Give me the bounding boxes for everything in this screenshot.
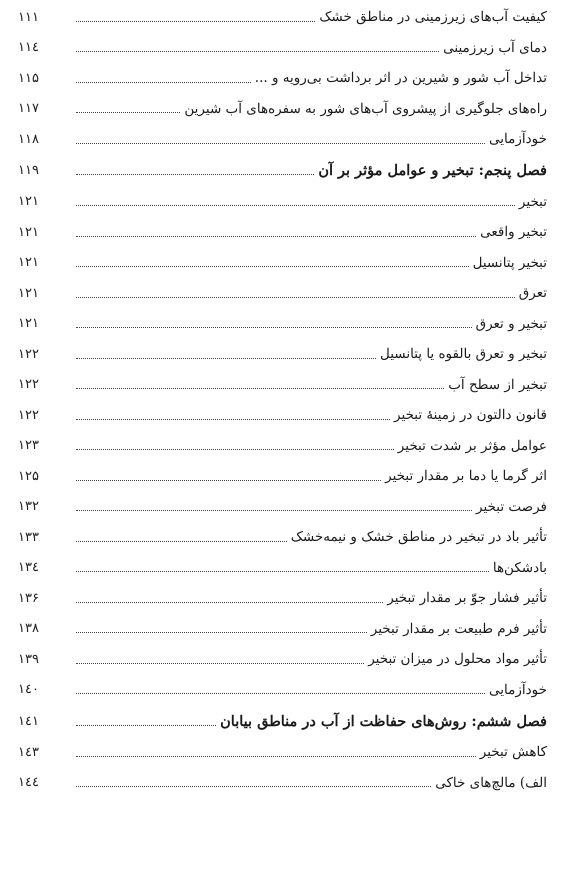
toc-entry xyxy=(16,553,547,584)
dot-leader xyxy=(76,419,390,420)
page-number: ۱۲۳ xyxy=(18,438,39,454)
page-number: ۱۲۱ xyxy=(18,316,39,332)
dot-leader xyxy=(76,112,180,113)
page-number: ۱۳۹ xyxy=(18,651,39,667)
entry-title: تداخل آب شور و شیرین در اثر برداشت بی‌رویه و ... xyxy=(254,70,547,87)
dot-leader xyxy=(76,327,472,328)
dot-leader xyxy=(76,236,476,237)
dot-leader xyxy=(76,663,364,664)
page-number: ۱۱۹ xyxy=(18,163,39,178)
table-of-contents xyxy=(16,2,547,798)
page-number: ۱٤۱ xyxy=(18,713,39,729)
page-number: ۱۲۱ xyxy=(18,285,39,301)
dot-leader xyxy=(76,266,469,267)
page-number: ۱۳۶ xyxy=(18,590,39,606)
entry-title: عوامل مؤثر بر شدت تبخیر xyxy=(397,437,547,454)
entry-title: قانون دالتون در زمینهٔ تبخیر xyxy=(394,407,547,424)
dot-leader xyxy=(76,693,485,694)
page-number: ۱۱۱ xyxy=(18,9,39,25)
toc-entry xyxy=(16,124,547,155)
dot-leader xyxy=(76,541,287,542)
page-number: ۱۳٤ xyxy=(18,560,39,576)
toc-entry xyxy=(16,217,547,248)
toc-entry xyxy=(16,583,547,614)
toc-entry xyxy=(16,614,547,645)
toc-entry xyxy=(16,644,547,675)
dot-leader xyxy=(76,480,381,481)
toc-entry xyxy=(16,768,547,799)
page-number: ۱۲۲ xyxy=(18,377,39,393)
toc-entry xyxy=(16,2,547,33)
entry-title: تبخیر و تعرق بالقوه یا پتانسیل xyxy=(379,346,547,363)
page-number: ۱۲۱ xyxy=(18,194,39,210)
entry-title: تعرق xyxy=(518,285,547,302)
chapter-title: فصل پنجم: تبخیر و عوامل مؤثر بر آن xyxy=(318,162,547,179)
entry-title: اثر گرما یا دما بر مقدار تبخیر xyxy=(385,468,547,485)
toc-chapter-heading xyxy=(16,705,547,737)
dot-leader xyxy=(76,449,394,450)
entry-title: تبخیر واقعی xyxy=(480,224,547,241)
page-number: ۱۳۳ xyxy=(18,529,39,545)
entry-title: تبخیر از سطح آب xyxy=(448,376,547,393)
page-number: ۱۲۱ xyxy=(18,224,39,240)
toc-entry xyxy=(16,737,547,768)
toc-entry xyxy=(16,339,547,370)
page-number: ۱٤۳ xyxy=(18,744,39,760)
dot-leader xyxy=(76,21,315,22)
page-number: ۱۲۵ xyxy=(18,468,39,484)
page-number: ۱۱۷ xyxy=(18,101,39,117)
entry-title: تأثیر باد در تبخیر در مناطق خشک و نیمه‌خشک xyxy=(290,529,547,546)
toc-entry xyxy=(16,492,547,523)
dot-leader xyxy=(76,51,439,52)
page-number: ۱۳۲ xyxy=(18,499,39,515)
toc-entry xyxy=(16,461,547,492)
toc-entry xyxy=(16,309,547,340)
entry-title: تأثیر فرم طبیعت بر مقدار تبخیر xyxy=(370,620,547,637)
dot-leader xyxy=(76,571,489,572)
entry-title: تبخیر xyxy=(518,193,547,210)
page-number: ۱۲۲ xyxy=(18,346,39,362)
chapter-title: فصل ششم: روش‌های حفاظت از آب در مناطق بیابان xyxy=(220,712,547,730)
toc-entry xyxy=(16,94,547,125)
toc-entry xyxy=(16,675,547,706)
dot-leader xyxy=(76,358,376,359)
page-number: ۱۲۲ xyxy=(18,407,39,423)
page-number: ۱۱٤ xyxy=(18,40,39,56)
dot-leader xyxy=(76,205,515,206)
toc-entry xyxy=(16,187,547,218)
entry-title: خودآزمایی xyxy=(489,131,547,148)
entry-title: تبخیر و تعرق xyxy=(475,315,547,332)
page-number: ۱۳۸ xyxy=(18,621,39,637)
entry-title: فرصت تبخیر xyxy=(476,498,547,515)
toc-entry xyxy=(16,33,547,64)
entry-title: بادشکن‌ها xyxy=(492,559,547,576)
entry-title: دمای آب زیرزمینی xyxy=(443,39,547,56)
dot-leader xyxy=(76,756,476,757)
entry-title: تبخیر پتانسیل xyxy=(472,254,547,271)
page-number: ۱٤٤ xyxy=(18,775,39,791)
dot-leader xyxy=(76,82,251,83)
entry-title: تأثیر فشار جوّ بر مقدار تبخیر xyxy=(387,590,547,607)
dot-leader xyxy=(76,725,216,726)
toc-entry xyxy=(16,400,547,431)
toc-entry xyxy=(16,248,547,279)
page-number: ۱۱۵ xyxy=(18,70,39,86)
toc-entry xyxy=(16,431,547,462)
dot-leader xyxy=(76,174,314,175)
page-number: ۱۲۱ xyxy=(18,255,39,271)
toc-entry xyxy=(16,278,547,309)
dot-leader xyxy=(76,786,431,787)
toc-chapter-heading xyxy=(16,155,547,187)
dot-leader xyxy=(76,510,472,511)
entry-title: خودآزمایی xyxy=(489,681,547,698)
toc-entry xyxy=(16,63,547,94)
dot-leader xyxy=(76,143,485,144)
page-number: ۱۱۸ xyxy=(18,131,39,147)
entry-title: الف) مالچ‌های خاکی xyxy=(435,774,547,791)
toc-entry xyxy=(16,370,547,401)
entry-title: کیفیت آب‌های زیرزمینی در مناطق خشک xyxy=(319,9,547,26)
dot-leader xyxy=(76,297,515,298)
dot-leader xyxy=(76,632,367,633)
entry-title: راه‌های جلوگیری از پیشروی آب‌های شور به سفره‌های آب شیرین xyxy=(184,100,547,117)
dot-leader xyxy=(76,388,444,389)
entry-title: کاهش تبخیر xyxy=(479,744,547,761)
page-number: ۱٤۰ xyxy=(18,682,39,698)
toc-entry xyxy=(16,522,547,553)
dot-leader xyxy=(76,602,383,603)
entry-title: تأثیر مواد محلول در میزان تبخیر xyxy=(368,651,547,668)
